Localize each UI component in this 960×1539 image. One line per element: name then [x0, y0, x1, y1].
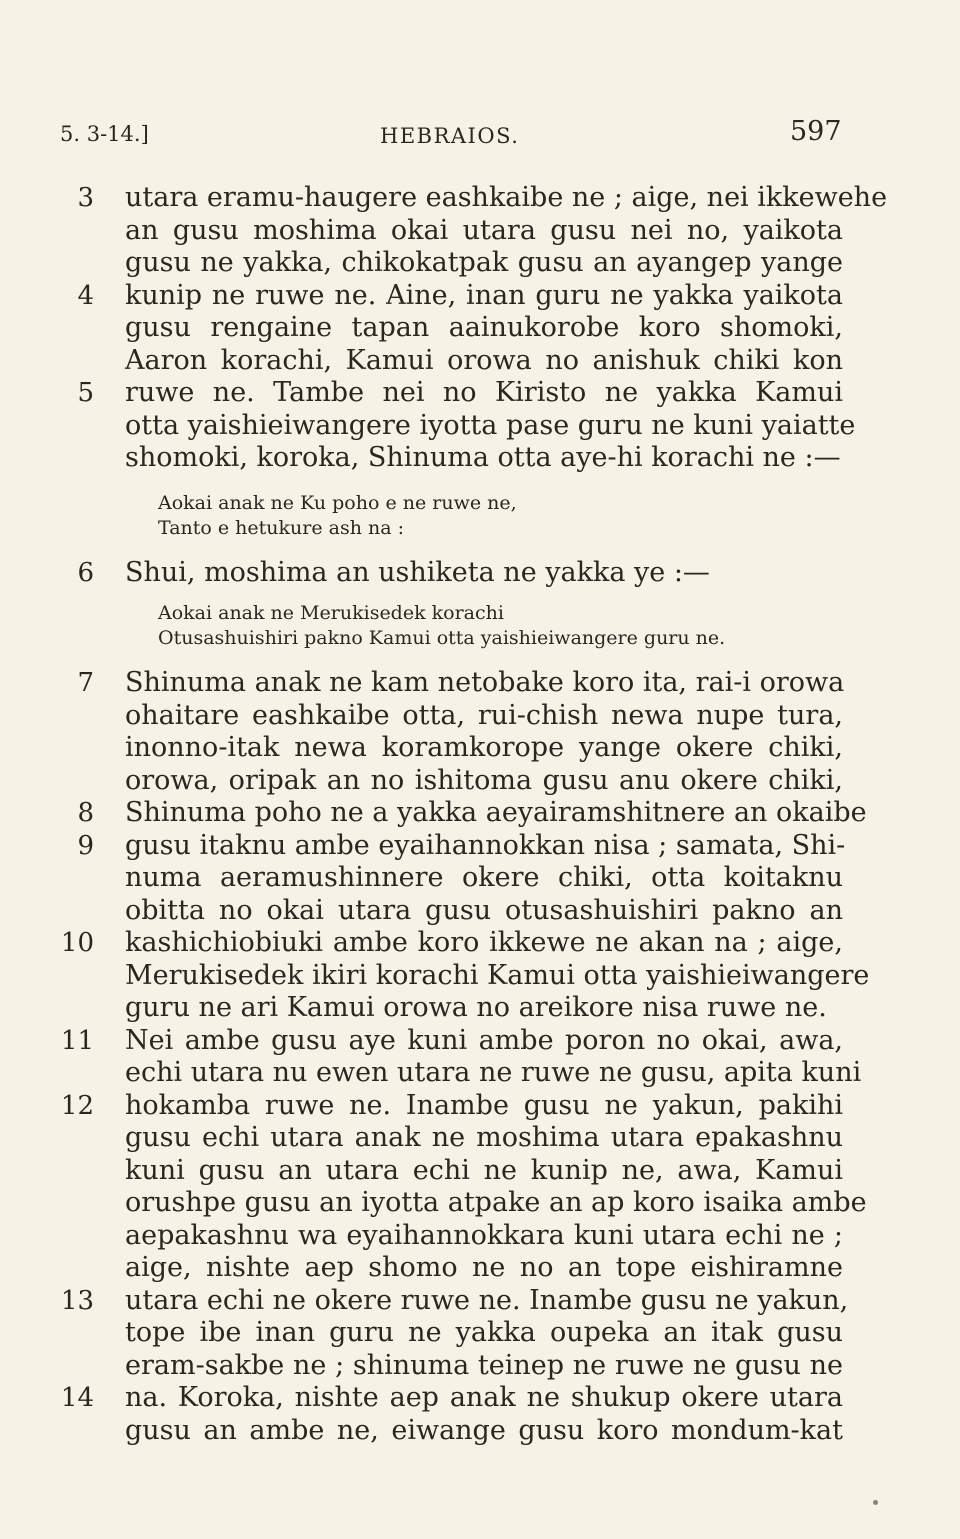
verse-line: [0, 1220, 960, 1253]
verse-line: [0, 1285, 960, 1318]
verse-text: an gusu moshima okai utara gusu nei no, yaikota: [125, 214, 843, 246]
verse-text: utara echi ne okere ruwe ne. Inambe gusu ne yakun,: [125, 1284, 849, 1316]
verse-line: [0, 557, 960, 590]
verse-line: [0, 797, 960, 830]
page-body: [0, 182, 960, 1447]
verse-number: 12: [60, 1090, 94, 1121]
verse-text: gusu rengaine tapan aainukorobe koro shomoki,: [125, 312, 843, 343]
verse-number: 7: [77, 668, 94, 698]
quote-line: Otusashuishiri pakno Kamui otta yaishieiwangere guru ne.: [158, 627, 726, 649]
verse-line: [0, 312, 960, 345]
verse-number: 14: [60, 1383, 94, 1413]
verse-line: [0, 1252, 960, 1285]
verse-text: Shinuma anak ne kam netobake koro ita, rai-i orowa: [125, 667, 845, 698]
verse-number: 4: [77, 280, 94, 311]
verse-line: [0, 215, 960, 248]
verse-number: 6: [77, 557, 94, 588]
verse-text: obitta no okai utara gusu otusashuishiri pakno an: [125, 894, 843, 926]
verse-line: [0, 1350, 960, 1383]
chapter-verse-range: 5. 3-14.]: [60, 122, 149, 146]
verse-text: eram-sakbe ne ; shinuma teinep ne ruwe ne gusu ne: [125, 1349, 843, 1381]
verse-line: [0, 1155, 960, 1188]
verse-line: [0, 732, 960, 765]
verse-text: gusu ne yakka, chikokatpak gusu an ayangep yange: [125, 247, 843, 278]
verse-line: [0, 960, 960, 993]
verse-text: gusu an ambe ne, eiwange gusu koro mondum-kat: [125, 1414, 843, 1446]
verse-text: shomoki, koroka, Shinuma otta aye-hi korachi ne :—: [125, 442, 841, 473]
verse-text: Shinuma poho ne a yakka aeyairamshitnere an okaibe: [125, 797, 867, 828]
verse-line: [0, 830, 960, 863]
verse-line: [0, 895, 960, 928]
page-number: 597: [790, 116, 842, 147]
verse-line: [0, 1057, 960, 1090]
verse-line: [0, 1415, 960, 1448]
verse-line: [0, 862, 960, 895]
verse-number: 3: [77, 183, 94, 213]
verse-number: 10: [60, 928, 94, 958]
verse-text: aepakashnu wa eyaihannokkara kuni utara echi ne ;: [125, 1219, 843, 1251]
verse-line: [0, 1090, 960, 1123]
verse-text: ohaitare eashkaibe otta, rui-chish newa nupe tura,: [125, 699, 843, 731]
verse-text: aige, nishte aep shomo ne no an tope eishiramne: [125, 1252, 843, 1283]
verse-text: echi utara nu ewen utara ne ruwe ne gusu, apita kuni: [125, 1057, 862, 1088]
verse-text: Nei ambe gusu aye kuni ambe poron no okai, awa,: [125, 1024, 843, 1056]
verse-text: gusu itaknu ambe eyaihannokkan nisa ; samata, Shi-: [125, 829, 846, 861]
verse-number: 8: [77, 798, 94, 828]
quote-line: Tanto e hetukure ash na :: [158, 516, 404, 539]
running-title: HEBRAIOS.: [380, 124, 520, 148]
verse-text: guru ne ari Kamui orowa no areikore nisa ruwe ne.: [125, 992, 827, 1023]
quote-line: Aokai anak ne Merukisedek korachi: [158, 602, 504, 624]
verse-line: [0, 1317, 960, 1350]
verse-text: gusu echi utara anak ne moshima utara epakashnu: [125, 1122, 843, 1153]
quotation-2: [0, 601, 960, 651]
verse-text: ruwe ne. Tambe nei no Kiristo ne yakka Kamui: [125, 377, 843, 408]
page-speck: [873, 1500, 878, 1505]
verse-text: otta yaishieiwangere iyotta pase guru ne kuni yaiatte: [125, 409, 856, 441]
verse-text: kashichiobiuki ambe koro ikkewe ne akan na ; aige,: [125, 927, 843, 958]
verse-line: [0, 1025, 960, 1058]
verse-text: Aaron korachi, Kamui orowa no anishuk chiki kon: [125, 344, 843, 376]
verse-text: utara eramu-haugere eashkaibe ne ; aige, nei ikkewehe: [125, 182, 888, 213]
text-block-2: [0, 667, 960, 1447]
verse-text: Shui, moshima an ushiketa ne yakka ye :—: [125, 556, 710, 588]
verse-text: kuni gusu an utara echi ne kunip ne, awa, Kamui: [125, 1154, 843, 1186]
verse-line: [0, 700, 960, 733]
quotation-1: [0, 491, 960, 541]
verse-line: [0, 345, 960, 378]
verse-text: inonno-itak newa koramkorope yange okere chiki,: [125, 732, 843, 763]
verse-line: [0, 1122, 960, 1155]
verse-line: [0, 992, 960, 1025]
quote-line: Aokai anak ne Ku poho e ne ruwe ne,: [158, 491, 517, 514]
verse-number: 9: [77, 830, 94, 861]
page-header: [0, 112, 960, 152]
verse-line: [0, 927, 960, 960]
verse-line: [0, 442, 960, 475]
verse-text: Merukisedek ikiri korachi Kamui otta yaishieiwangere: [125, 959, 870, 991]
verse-text: tope ibe inan guru ne yakka oupeka an itak gusu: [125, 1317, 843, 1348]
verse-number: 11: [60, 1025, 94, 1056]
verse-line: [0, 765, 960, 798]
verse-text: hokamba ruwe ne. Inambe gusu ne yakun, pakihi: [125, 1089, 843, 1121]
verse-number: 13: [60, 1285, 94, 1316]
verse-line: [0, 410, 960, 443]
verse-text: kunip ne ruwe ne. Aine, inan guru ne yakka yaikota: [125, 279, 843, 311]
verse-text: orowa, oripak an no ishitoma gusu anu okere chiki,: [125, 764, 843, 796]
text-block-1: [0, 182, 960, 475]
verse-text: na. Koroka, nishte aep anak ne shukup okere utara: [125, 1382, 843, 1413]
verse-line: [0, 182, 960, 215]
verse-line: [0, 1187, 960, 1220]
verse-line: [0, 280, 960, 313]
verse-text: numa aeramushinnere okere chiki, otta koitaknu: [125, 862, 843, 893]
verse-number: 5: [77, 378, 94, 408]
verse-line: [0, 1382, 960, 1415]
verse-line: [0, 377, 960, 410]
verse-line: [0, 247, 960, 280]
verse-line: [0, 667, 960, 700]
verse-text: orushpe gusu an iyotta atpake an ap koro isaika ambe: [125, 1187, 867, 1218]
